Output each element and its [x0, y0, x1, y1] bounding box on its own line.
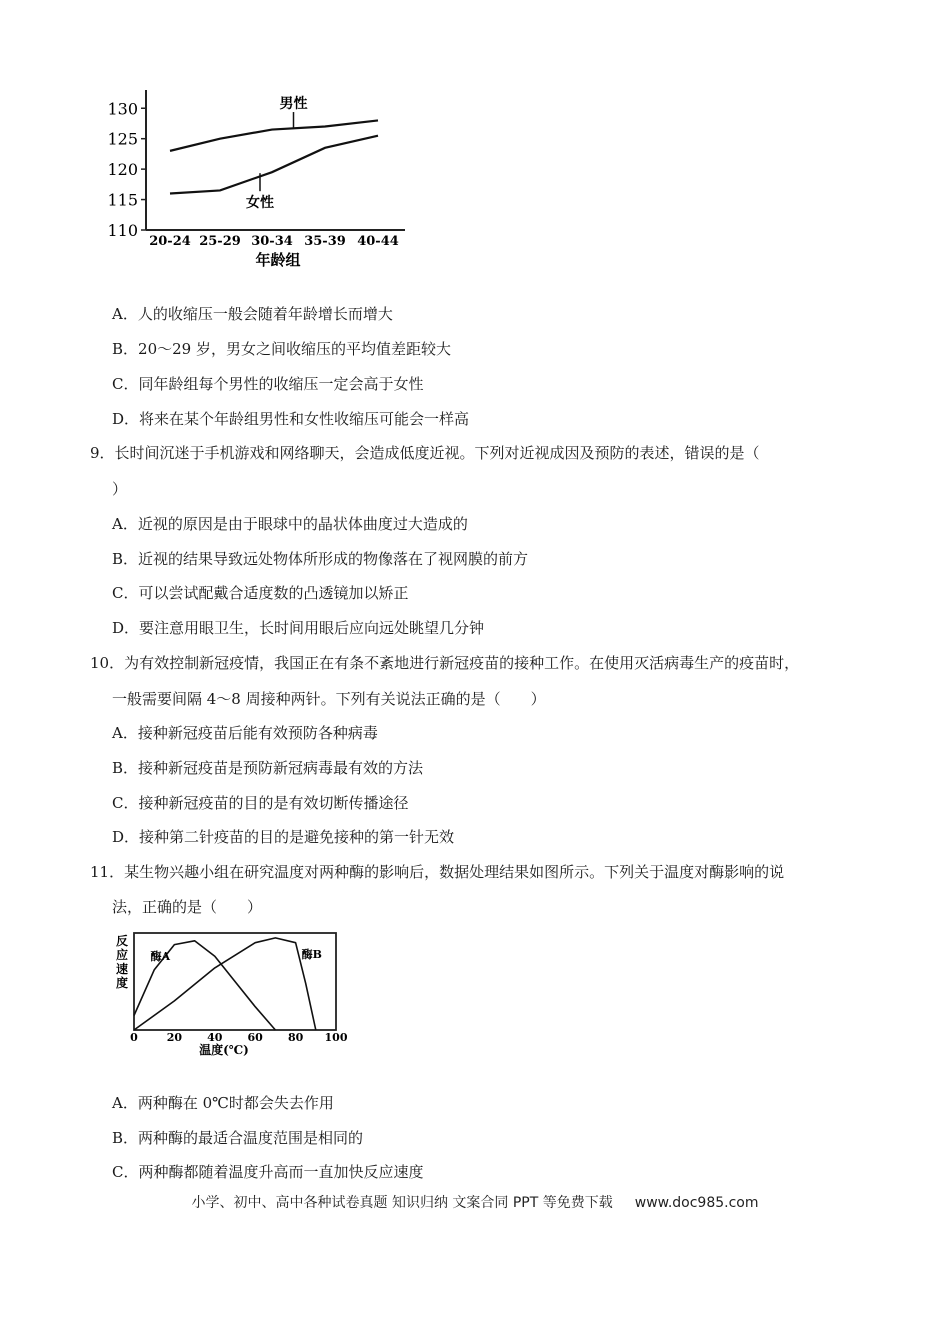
- q9-option-b[interactable]: B．近视的结果导致远处物体所形成的物像落在了视网膜的前方: [112, 550, 529, 568]
- y-axis-label-char: 应: [115, 948, 129, 962]
- y-tick-label: 130: [107, 99, 138, 119]
- x-tick-label: 35-39: [304, 234, 346, 249]
- q9-stem: 9．长时间沉迷于手机游戏和网络聊天，会造成低度近视。下列对近视成因及预防的表述，错误的是（: [90, 444, 760, 462]
- q11-option-a[interactable]: A．两种酶在 0℃时都会失去作用: [112, 1094, 334, 1112]
- q9-option-c[interactable]: C．可以尝试配戴合适度数的凸透镜加以矫正: [112, 584, 409, 602]
- y-axis-label-char: 速: [115, 962, 129, 976]
- x-tick-label: 20-24: [149, 234, 191, 249]
- q10-option-a[interactable]: A．接种新冠疫苗后能有效预防各种病毒: [112, 724, 378, 742]
- x-axis-label: 年龄组: [255, 251, 301, 269]
- q8-option-d[interactable]: D．将来在某个年龄组男性和女性收缩压可能会一样高: [112, 410, 470, 428]
- q10-stem-cont: 一般需要间隔 4～8 周接种两针。下列有关说法正确的是（ ）: [112, 690, 546, 708]
- x-tick-label: 40: [207, 1031, 223, 1044]
- x-tick-label: 25-29: [199, 234, 241, 249]
- q8-option-c[interactable]: C．同年龄组每个男性的收缩压一定会高于女性: [112, 375, 424, 393]
- q11-option-b[interactable]: B．两种酶的最适合温度范围是相同的: [112, 1129, 364, 1147]
- q11-stem: 11．某生物兴趣小组在研究温度对两种酶的影响后，数据处理结果如图所示。下列关于温度对酶影响的说: [90, 863, 785, 881]
- q9-stem-cont: ）: [112, 480, 128, 498]
- enzyme-chart: [112, 930, 362, 1062]
- q10-option-c[interactable]: C．接种新冠疫苗的目的是有效切断传播途径: [112, 794, 409, 812]
- page-footer: [0, 1192, 950, 1212]
- x-tick-label: 100: [324, 1031, 348, 1044]
- x-tick-label: 60: [247, 1031, 263, 1044]
- series-label-enzyme-b: 酶B: [301, 948, 322, 962]
- x-tick-label: 20: [166, 1031, 183, 1044]
- blood-pressure-chart: [100, 85, 430, 275]
- series-label-female: 女性: [246, 195, 274, 212]
- q10-option-d[interactable]: D．接种第二针疫苗的目的是避免接种的第一针无效: [112, 828, 455, 846]
- x-tick-label: 30-34: [251, 234, 293, 249]
- q10-option-b[interactable]: B．接种新冠疫苗是预防新冠病毒最有效的方法: [112, 759, 424, 777]
- footer-url[interactable]: www.doc985.com: [634, 1195, 759, 1211]
- q8-option-b[interactable]: B．20～29 岁，男女之间收缩压的平均值差距较大: [112, 340, 451, 358]
- x-axis-label: 温度(℃): [199, 1043, 249, 1057]
- q10-stem: 10．为有效控制新冠疫情，我国正在有条不紊地进行新冠疫苗的接种工作。在使用灭活病毒生产的疫苗时，: [90, 654, 800, 672]
- q11-stem-cont: 法，正确的是（ ）: [112, 898, 263, 916]
- q9-option-a[interactable]: A．近视的原因是由于眼球中的晶状体曲度过大造成的: [112, 515, 468, 533]
- y-axis-label-char: 度: [115, 976, 129, 990]
- y-tick-label: 125: [107, 129, 138, 149]
- y-tick-label: 120: [107, 160, 138, 180]
- q11-option-c[interactable]: C．两种酶都随着温度升高而一直加快反应速度: [112, 1163, 424, 1181]
- enzyme-chart-svg: [112, 930, 362, 1062]
- q9-option-d[interactable]: D．要注意用眼卫生，长时间用眼后应向远处眺望几分钟: [112, 619, 485, 637]
- q8-option-a[interactable]: A．人的收缩压一般会随着年龄增长而增大: [112, 305, 393, 323]
- x-tick-label: 40-44: [357, 234, 399, 249]
- footer-text: 小学、初中、高中各种试卷真题 知识归纳 文案合同 PPT 等免费下载: [191, 1195, 613, 1211]
- blood-pressure-chart-svg: [100, 85, 430, 275]
- x-tick-label: 80: [287, 1031, 304, 1044]
- series-label-enzyme-a: 酶A: [150, 950, 171, 964]
- y-tick-label: 110: [107, 221, 138, 240]
- y-tick-label: 115: [107, 190, 138, 210]
- series-label-male: 男性: [279, 96, 308, 113]
- x-tick-label: 0: [130, 1031, 138, 1044]
- y-axis-label-char: 反: [115, 934, 129, 948]
- series-line-male: [170, 120, 378, 150]
